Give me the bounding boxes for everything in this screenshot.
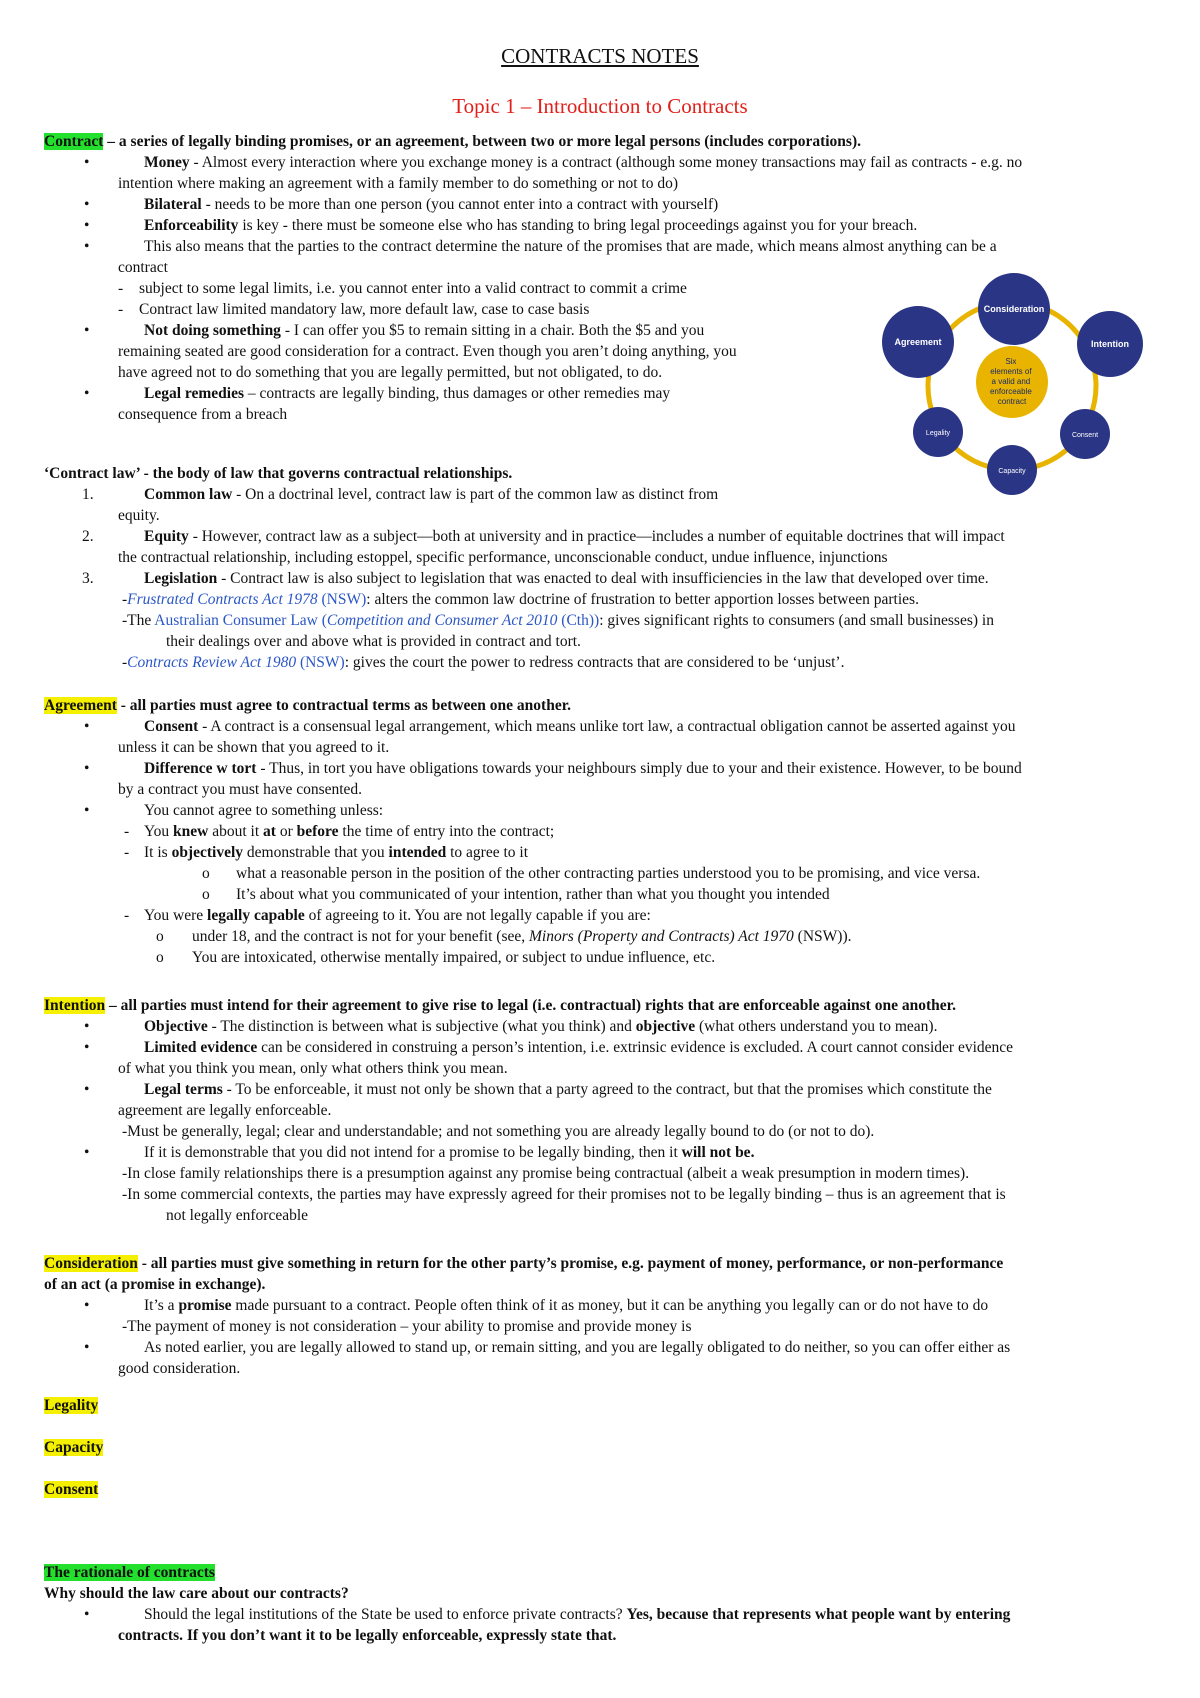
bullet-icon: • <box>84 196 90 213</box>
intention-definition: Intention – all parties must intend for their agreement to give rise to legal (i.e. contractual) rights that are enforceable against one another. <box>44 997 956 1014</box>
rationale-section <box>44 1562 1174 1646</box>
agreement-section <box>44 695 1174 968</box>
bullet-icon: • <box>84 1606 90 1623</box>
sub-item: -In close family relationships there is a presumption against any promise being contractual (albeit a weak presumption in modern times). <box>122 1165 970 1182</box>
bullet-icon: • <box>84 1018 90 1035</box>
bullet-icon: • <box>84 154 90 171</box>
bullet-icon: • <box>84 217 90 234</box>
bullet-icon: • <box>84 1039 90 1056</box>
legislation-item: -Contracts Review Act 1980 (NSW): gives the court the power to redress contracts that are considered to be ‘unjust’. <box>122 654 845 671</box>
bullet-icon: • <box>84 1339 90 1356</box>
act-link[interactable]: Australian Consumer Law ( <box>154 612 327 629</box>
legislation-item: -The Australian Consumer Law (Competition and Consumer Act 2010 (Cth)): gives significant rights to consumers (and small businesses) in <box>122 612 994 629</box>
center-line: contract <box>997 397 1027 406</box>
sub-sub-item: o under 18, and the contract is not for your benefit (see, Minors (Property and Contracts) Act 1970 (NSW)). <box>156 928 852 945</box>
sub-item: - Contract law limited mandatory law, more default law, case to case basis <box>118 301 590 318</box>
list-item: • This also means that the parties to the contract determine the nature of the promises that are made, which means almost anything can be a <box>84 238 997 255</box>
list-item-cont: unless it can be shown that you agreed to it. <box>118 739 390 756</box>
list-item: • Objective - The distinction is between what is subjective (what you think) and objective (what others understand you to mean). <box>84 1018 938 1035</box>
sub-sub-item: o It’s about what you communicated of your intention, rather than what you thought you intended <box>202 886 830 903</box>
bullet-icon: • <box>84 760 90 777</box>
list-item-cont: have agreed not to do something that you are legally permitted, but not obligated, to do. <box>118 364 663 381</box>
list-item: • Bilateral - needs to be more than one person (you cannot enter into a contract with yourself) <box>84 196 719 213</box>
list-item: • Money - Almost every interaction where you exchange money is a contract (although some money transactions may fail as contracts - e.g. no <box>84 154 1023 171</box>
sub-item: - It is objectively demonstrable that you intended to agree to it <box>124 844 529 861</box>
heading-consent: Consent <box>44 1481 99 1498</box>
document-title: CONTRACTS NOTES <box>501 44 699 68</box>
highlight-agreement: Agreement <box>44 697 117 714</box>
contract-law-heading: ‘Contract law’ - the body of law that governs contractual relationships. <box>44 465 513 482</box>
sub-sub-item: o what a reasonable person in the position of the other contracting parties understood you to be promising, and vice versa. <box>202 865 981 882</box>
legislation-item-cont: their dealings over and above what is provided in contract and tort. <box>166 633 581 650</box>
agreement-definition: Agreement - all parties must agree to contractual terms as between one another. <box>44 697 572 714</box>
bullet-icon: • <box>84 718 90 735</box>
consideration-definition: Consideration - all parties must give something in return for the other party’s promise, e.g. payment of money, performance, or non-performance <box>44 1255 1004 1272</box>
sub-sub-item: o You are intoxicated, otherwise mentally impaired, or subject to undue influence, etc. <box>156 949 716 966</box>
list-item: • Legal remedies – contracts are legally binding, thus damages or other remedies may <box>84 385 671 402</box>
list-item: • You cannot agree to something unless: <box>84 802 384 819</box>
consideration-section <box>44 1253 1174 1379</box>
center-line: Six <box>1005 357 1017 366</box>
heading-capacity: Capacity <box>44 1439 104 1456</box>
sub-item-cont: not legally enforceable <box>166 1207 309 1224</box>
node-capacity-label: Capacity <box>998 468 1026 475</box>
numbered-item: 3. Legislation - Contract law is also subject to legislation that was enacted to deal with insufficiencies in the law that developed over time. <box>82 570 989 587</box>
bullet-icon: • <box>84 802 90 819</box>
node-intention-label: Intention <box>1091 339 1129 349</box>
numbered-item: 1. Common law - On a doctrinal level, contract law is part of the common law as distinct from <box>82 486 719 503</box>
act-link[interactable]: Frustrated Contracts Act 1978 <box>127 591 318 608</box>
node-agreement-label: Agreement <box>894 337 942 347</box>
sub-item: - You were legally capable of agreeing to it. You are not legally capable if you are: <box>124 907 651 924</box>
list-item-cont: of what you think you mean, only what others think you mean. <box>118 1060 508 1077</box>
list-item-cont: by a contract you must have consented. <box>118 781 363 798</box>
list-item: • Not doing something - I can offer you $5 to remain sitting in a chair. Both the $5 and you <box>84 322 705 339</box>
bullet-icon: • <box>84 322 90 339</box>
rationale-heading: The rationale of contracts <box>44 1564 215 1581</box>
node-legality-label: Legality <box>925 430 951 437</box>
rationale-question: Why should the law care about our contracts? <box>44 1585 349 1602</box>
list-item-cont: good consideration. <box>118 1360 241 1377</box>
legislation-item: -Frustrated Contracts Act 1978 (NSW): alters the common law doctrine of frustration to better apportion losses between parties. <box>122 591 919 608</box>
sub-item: - You knew about it at or before the time of entry into the contract; <box>124 823 555 840</box>
bullet-icon: • <box>84 238 90 255</box>
list-item-cont: contract <box>118 259 168 276</box>
center-line: a valid and <box>991 377 1031 386</box>
list-item-cont: consequence from a breach <box>118 406 288 423</box>
list-item: • As noted earlier, you are legally allowed to stand up, or remain sitting, and you are legally obligated to do neither, so you can offer either as <box>84 1339 1011 1356</box>
list-item-cont: remaining seated are good consideration for a contract. Even though you aren’t doing anything, you <box>118 343 737 360</box>
list-item: • Difference w tort - Thus, in tort you have obligations towards your neighbours simply due to your and their existence. However, to be bound <box>84 760 1022 777</box>
bullet-icon: • <box>84 1081 90 1098</box>
heading-legality: Legality <box>44 1397 99 1414</box>
bullet-icon: • <box>84 1297 90 1314</box>
bullet-icon: • <box>84 385 90 402</box>
list-item: • Enforceability is key - there must be someone else who has standing to bring legal proceedings against you for your breach. <box>84 217 918 234</box>
contract-law-section <box>44 463 1174 673</box>
consideration-definition-cont: of an act (a promise in exchange). <box>44 1276 266 1293</box>
sub-item: -The payment of money is not consideration – your ability to promise and provide money is <box>122 1318 692 1335</box>
sub-item: -In some commercial contexts, the parties may have expressly agreed for their promises not to be legally binding – thus is an agreement that is <box>122 1186 1006 1203</box>
list-item-cont: intention where making an agreement with a family member to do something or not to do) <box>118 175 679 192</box>
numbered-item-cont: equity. <box>118 507 160 524</box>
list-item-cont: contracts. If you don’t want it to be legally enforceable, expressly state that. <box>118 1627 617 1644</box>
node-consent-label: Consent <box>1071 432 1099 439</box>
sub-item: -Must be generally, legal; clear and understandable; and not something you are already legally bound to do (or not to do). <box>122 1123 875 1140</box>
contract-definition: Contract – a series of legally binding promises, or an agreement, between two or more legal persons (includes corporations). <box>44 133 861 150</box>
list-item-cont: agreement are legally enforceable. <box>118 1102 332 1119</box>
list-item: • Consent - A contract is a consensual legal arrangement, which means unlike tort law, a contractual obligation cannot be asserted against you <box>84 718 1016 735</box>
act-link[interactable]: Contracts Review Act 1980 <box>127 654 297 671</box>
intention-section <box>44 995 1174 1226</box>
highlight-intention: Intention <box>44 997 106 1014</box>
highlight-consideration: Consideration <box>44 1255 138 1272</box>
list-item: • Legal terms - To be enforceable, it must not only be shown that a party agreed to the contract, but that the promises which constitute the <box>84 1081 992 1098</box>
center-line: enforceable <box>989 387 1032 396</box>
list-item: • If it is demonstrable that you did not intend for a promise to be legally binding, then it will not be. <box>84 1144 755 1161</box>
bullet-icon: • <box>84 1144 90 1161</box>
highlight-contract: Contract <box>44 133 104 150</box>
numbered-item-cont: the contractual relationship, including estoppel, specific performance, unconscionable conduct, undue influence, injunctions <box>118 549 888 566</box>
list-item: • Should the legal institutions of the State be used to enforce private contracts? Yes, because that represents what people want by entering <box>84 1606 1011 1623</box>
node-consideration-label: Consideration <box>983 304 1045 314</box>
center-line: elements of <box>990 367 1032 376</box>
list-item: • Limited evidence can be considered in construing a person’s intention, i.e. extrinsic evidence is excluded. A court cannot consider evidence <box>84 1039 1014 1056</box>
topic-heading: Topic 1 – Introduction to Contracts <box>452 94 748 118</box>
list-item: • It’s a promise made pursuant to a contract. People often think of it as money, but it can be anything you legally can or do not have to do <box>84 1297 989 1314</box>
sub-item: - subject to some legal limits, i.e. you cannot enter into a valid contract to commit a crime <box>118 280 687 297</box>
numbered-item: 2. Equity - However, contract law as a subject—both at university and in practice—includes a number of equitable doctrines that will impact <box>82 528 1005 545</box>
